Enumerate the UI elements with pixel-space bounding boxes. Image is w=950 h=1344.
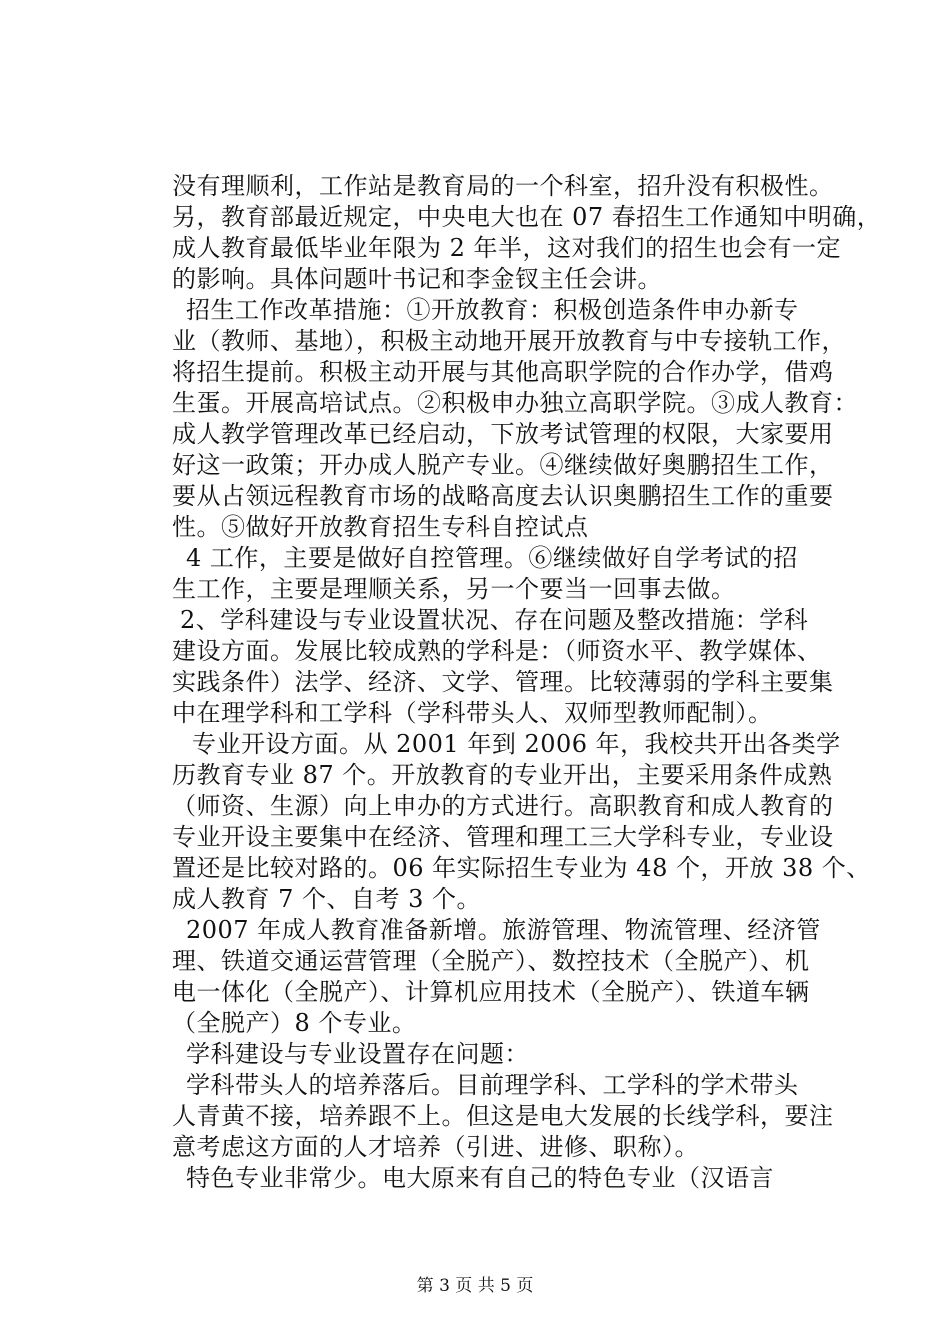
text-line: 专业开设主要集中在经济、管理和理工三大学科专业，专业设 [172, 823, 834, 851]
text-line: 中在理学科和工学科（学科带头人、双师型教师配制）。 [172, 699, 773, 727]
text-line: 2007 年成人教育准备新增。旅游管理、物流管理、经济管 [186, 916, 821, 944]
document-body [172, 171, 882, 1194]
text-line: 2、学科建设与专业设置状况、存在问题及整改措施：学科 [180, 606, 809, 634]
text-line: 生工作，主要是理顺关系，另一个要当一回事去做。 [172, 575, 736, 603]
text-line: 生蛋。开展高培试点。②积极申办独立高职学院。③成人教育： [172, 389, 858, 417]
text-line: 特色专业非常少。电大原来有自己的特色专业（汉语言 [186, 1164, 774, 1192]
text-line: 没有理顺利，工作站是教育局的一个科室，招升没有积极性。 [172, 172, 834, 200]
text-line: 实践条件）法学、经济、文学、管理。比较薄弱的学科主要集 [172, 668, 834, 696]
text-line: 4 工作，主要是做好自控管理。⑥继续做好自学考试的招 [186, 544, 798, 572]
text-line: （师资、生源）向上申办的方式进行。高职教育和成人教育的 [172, 792, 834, 820]
text-line: 成人教学管理改革已经启动，下放考试管理的权限，大家要用 [172, 420, 834, 448]
text-line: 性。⑤做好开放教育招生专科自控试点 [172, 513, 589, 541]
text-line: 成人教育 7 个、自考 3 个。 [172, 885, 482, 913]
text-line: 学科带头人的培养落后。目前理学科、工学科的学术带头 [186, 1071, 799, 1099]
text-line: 人青黄不接，培养跟不上。但这是电大发展的长线学科，要注 [172, 1102, 834, 1130]
text-line: 的影响。具体问题叶书记和李金钗主任会讲。 [172, 265, 662, 293]
text-line: 电一体化（全脱产）、计算机应用技术（全脱产）、铁道车辆 [172, 978, 810, 1006]
text-line: 专业开设方面。从 2001 年到 2006 年，我校共开出各类学 [192, 730, 841, 758]
text-line: 置还是比较对路的。06 年实际招生专业为 48 个，开放 38 个、 [172, 854, 871, 882]
text-line: 建设方面。发展比较成熟的学科是：（师资水平、教学媒体、 [172, 637, 822, 665]
text-line: 另，教育部最近规定，中央电大也在 07 春招生工作通知中明确， [172, 203, 882, 231]
text-line: 要从占领远程教育市场的战略高度去认识奥鹏招生工作的重要 [172, 482, 834, 510]
text-line: 好这一政策；开办成人脱产专业。④继续做好奥鹏招生工作， [172, 451, 834, 479]
text-line: 学科建设与专业设置存在问题： [186, 1040, 529, 1068]
text-line: 招生工作改革措施：①开放教育：积极创造条件申办新专 [186, 296, 799, 324]
text-line: 业（教师、基地），积极主动地开展开放教育与中专接轨工作， [172, 327, 846, 355]
page-number-footer: 第 3 页 共 5 页 [416, 1276, 534, 1296]
text-line: （全脱产）8 个专业。 [172, 1009, 417, 1037]
text-line: 意考虑这方面的人才培养（引进、进修、职称）。 [172, 1133, 699, 1161]
text-line: 成人教育最低毕业年限为 2 年半，这对我们的招生也会有一定 [172, 234, 842, 262]
text-line: 理、铁道交通运营管理（全脱产）、数控技术（全脱产）、机 [172, 947, 810, 975]
text-line: 历教育专业 87 个。开放教育的专业开出，主要采用条件成熟 [172, 761, 833, 789]
text-line: 将招生提前。积极主动开展与其他高职学院的合作办学，借鸡 [172, 358, 834, 386]
